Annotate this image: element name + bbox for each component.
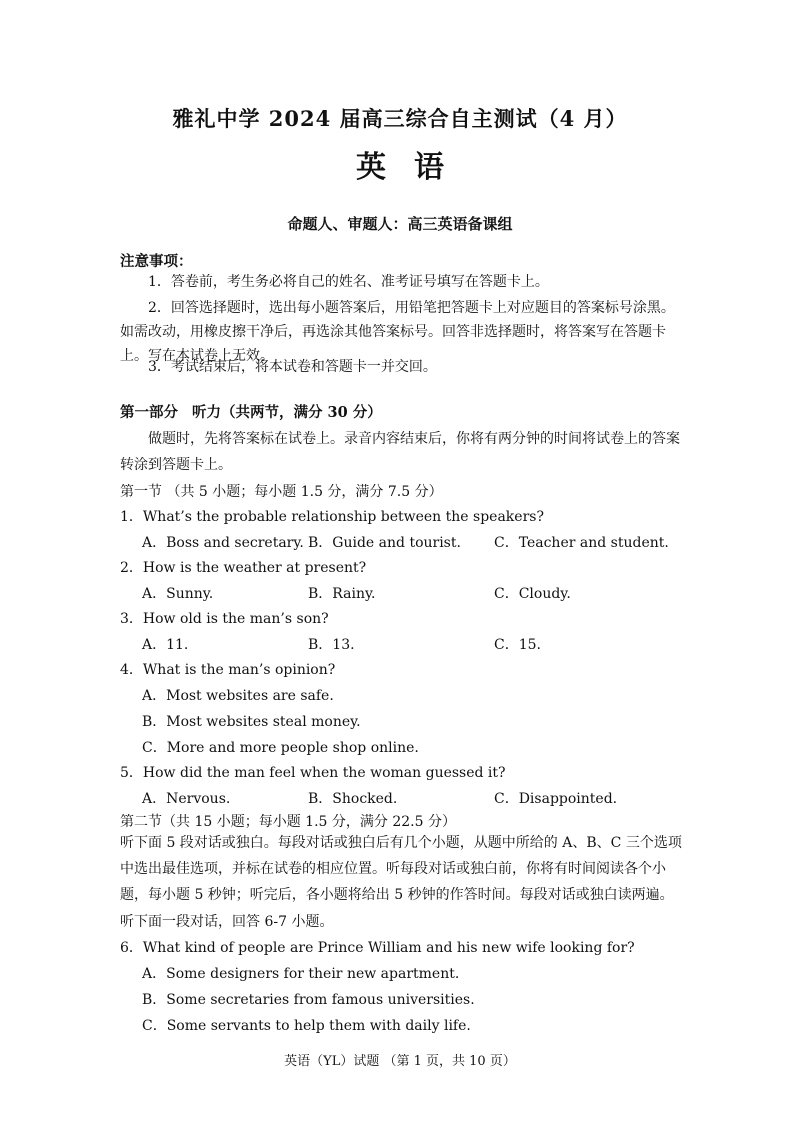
q4-option-b: B．Most websites steal money. xyxy=(142,714,361,730)
listening-instruction: 做题时，先将答案标在试卷上。录音内容结束后，你将有两分钟的时间将试卷上的答案转涂到答题卡上。 xyxy=(120,431,680,473)
q3-option-c: C．15. xyxy=(494,637,541,653)
section1-heading: 第一节 （共 5 小题；每小题 1.5 分，满分 7.5 分） xyxy=(120,484,443,500)
q1-option-b: B．Guide and tourist. xyxy=(308,535,461,551)
q1-option-c: C．Teacher and student. xyxy=(494,535,669,551)
q5-option-a: A．Nervous. xyxy=(142,791,231,807)
dialog-intro: 听下面一段对话，回答 6-7 小题。 xyxy=(120,914,334,930)
authors-line: 命题人、审题人：高三英语备课组 xyxy=(287,215,513,233)
q2-option-a: A．Sunny. xyxy=(142,586,214,602)
question-1: 1．What’s the probable relationship between the speakers? xyxy=(120,509,544,525)
q5-option-c: C．Disappointed. xyxy=(494,791,618,807)
note-item-2: 2．回答选择题时，选出每小题答案后，用铅笔把答题卡上对应题目的答案标号涂黑。如需改动，用橡皮擦干净后，再选涂其他答案标号。回答非选择题时，将答案写在答题卡上。写在本试卷上无效。 xyxy=(120,300,675,364)
page-footer: 英语（YL）试题 （第 1 页，共 10 页） xyxy=(284,1054,516,1069)
question-4: 4．What is the man’s opinion? xyxy=(120,662,336,678)
q4-option-a: A．Most websites are safe. xyxy=(142,688,334,704)
question-2: 2．How is the weather at present? xyxy=(120,560,367,576)
question-3: 3．How old is the man’s son? xyxy=(120,611,329,627)
note-item-1: 1．答卷前，考生务必将自己的姓名、准考证号填写在答题卡上。 xyxy=(148,274,549,290)
q5-option-b: B．Shocked. xyxy=(308,791,398,807)
q1-option-a: A．Boss and secretary. xyxy=(142,535,304,551)
q6-option-a: A．Some designers for their new apartment. xyxy=(142,966,460,982)
q6-option-c: C．Some servants to help them with daily life. xyxy=(142,1018,471,1034)
q4-option-c: C．More and more people shop online. xyxy=(142,740,419,756)
q2-option-b: B．Rainy. xyxy=(308,586,376,602)
subject-title: 英语 xyxy=(356,150,472,185)
q2-option-c: C．Cloudy. xyxy=(494,586,571,602)
question-6: 6．What kind of people are Prince William and his new wife looking for? xyxy=(120,940,635,956)
q3-option-a: A．11. xyxy=(142,637,189,653)
part1-title: 听力（共两节，满分 30 分） xyxy=(192,404,382,421)
question-5: 5．How did the man feel when the woman guessed it? xyxy=(120,765,506,781)
q3-option-b: B．13. xyxy=(308,637,355,653)
section2-heading: 第二节（共 15 小题；每小题 1.5 分，满分 22.5 分） xyxy=(120,814,456,830)
q6-option-b: B．Some secretaries from famous universities. xyxy=(142,992,475,1008)
note-item-3: 3．考试结束后，将本试卷和答题卡一并交回。 xyxy=(148,359,437,375)
part1-label: 第一部分 xyxy=(120,404,178,421)
part1-heading xyxy=(120,401,382,422)
section2-instruction: 听下面 5 段对话或独白。每段对话或独白后有几个小题，从题中所给的 A、B、C 三个选项中选出最佳选项，并标在试卷的相应位置。听每段对话或独白前，你将有时间阅读各个小题，每小题 5 秒钟；听完后，各小题将给出 5 秒钟的作答时间。每段对话或独白读两遍。 xyxy=(120,835,682,903)
exam-title: 雅礼中学 2024 届高三综合自主测试（4 月） xyxy=(172,106,628,131)
notes-heading: 注意事项： xyxy=(120,253,193,270)
